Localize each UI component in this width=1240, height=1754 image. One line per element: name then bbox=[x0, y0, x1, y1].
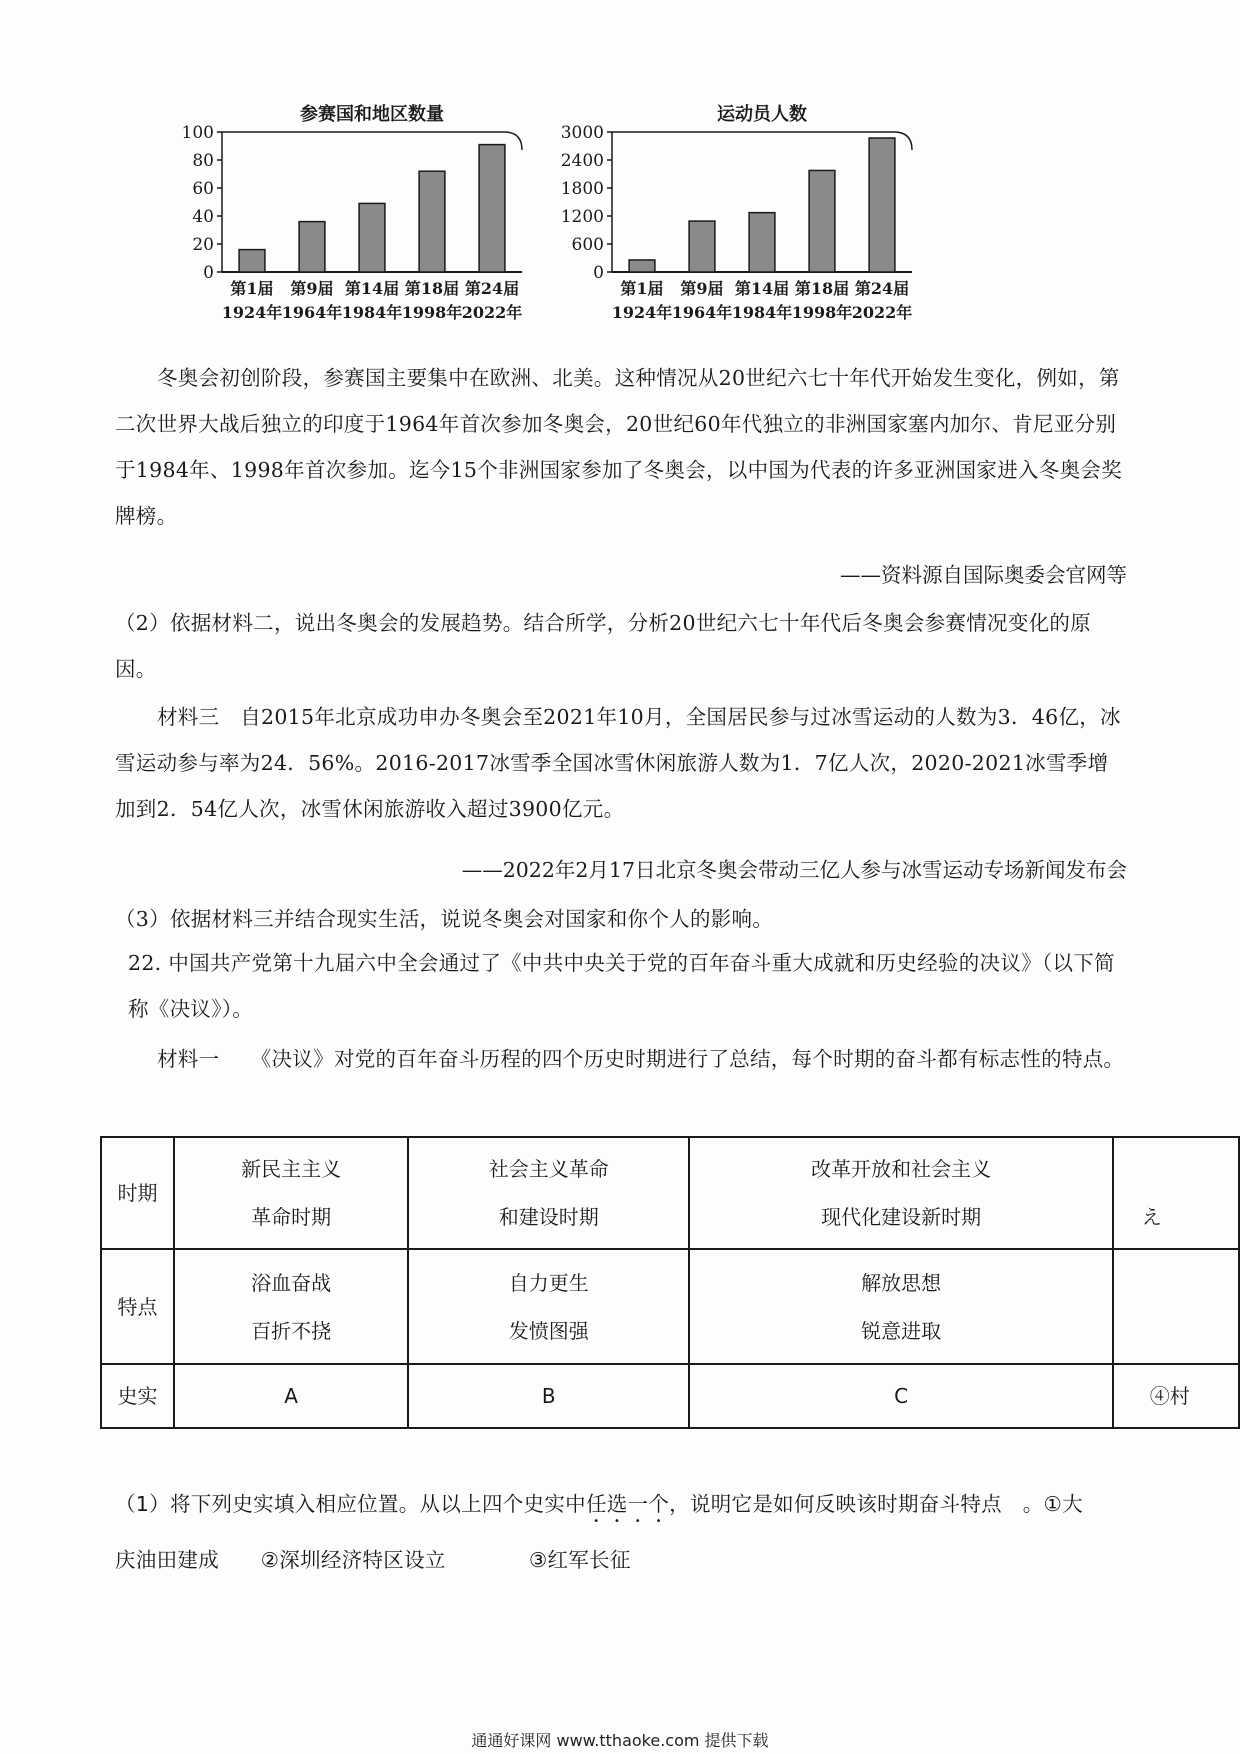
trait-line: 浴血奋战 bbox=[251, 1270, 332, 1295]
y-tick-label: 1200 bbox=[560, 207, 604, 227]
period-line: 新民主主义 bbox=[241, 1157, 342, 1181]
x-tick-label: 1924年 bbox=[221, 303, 283, 322]
chart-athletes-svg bbox=[560, 104, 980, 348]
chart-title: 运动员人数 bbox=[717, 104, 807, 125]
x-tick-label: 第9届 bbox=[290, 279, 334, 298]
trait-cell bbox=[408, 1249, 689, 1364]
question-22: 22. 中国共产党第十九届六中全会通过了《中共中央关于党的百年奋斗重大成就和历史经验的决议》（以下简称《决议》）。 bbox=[128, 951, 1115, 1021]
bar bbox=[629, 260, 655, 272]
chart-athletes bbox=[560, 104, 980, 348]
period-cell bbox=[689, 1137, 1112, 1249]
bar bbox=[869, 138, 895, 272]
source-note-3: ——2022年2月17日北京冬奥会带动三亿人参与冰雪运动专场新闻发布会 bbox=[461, 858, 1127, 882]
y-tick-label: 0 bbox=[593, 263, 604, 283]
periods-table bbox=[100, 1136, 1240, 1429]
trait-line: 发愤图强 bbox=[508, 1318, 589, 1343]
y-tick-label: 3000 bbox=[560, 123, 604, 143]
page-footer: 通通好课网 www.tthaoke.com 提供下载 bbox=[471, 1731, 769, 1750]
bar bbox=[689, 221, 715, 272]
material-two-paragraph: 冬奥会初创阶段，参赛国主要集中在欧洲、北美。这种情况从20世纪六七十年代开始发生变化，例如，第二次世界大战后独立的印度于1964年首次参加冬奥会，20世纪60年代独立的非洲国家塞内加尔、肯尼亚分别于1984年、1998年首次参加。迄今15个非洲国家参加了冬奥会，以中国为代表的许多亚洲国家进入冬奥会奖牌榜。 bbox=[115, 366, 1123, 528]
material-one-paragraph: 材料一 《决议》对党的百年奋斗历程的四个历史时期进行了总结，每个时期的奋斗都有标志性的特点。 bbox=[157, 1047, 1125, 1071]
chart-title: 参赛国和地区数量 bbox=[300, 104, 444, 125]
y-tick-label: 2400 bbox=[560, 151, 604, 171]
period-line: 革命时期 bbox=[251, 1205, 332, 1229]
question-1-line-2: 庆油田建成 ②深圳经济特区设立 ③红军长征 bbox=[115, 1548, 631, 1572]
trait-line: 锐意进取 bbox=[861, 1318, 942, 1343]
trait-cell bbox=[174, 1249, 408, 1364]
bar bbox=[809, 170, 835, 272]
x-tick-label: 2022年 bbox=[851, 303, 913, 322]
chart-countries bbox=[170, 104, 570, 348]
period-cell bbox=[174, 1137, 408, 1249]
bar bbox=[239, 250, 265, 272]
bar bbox=[299, 222, 325, 272]
x-tick-label: 1984年 bbox=[731, 303, 793, 322]
chart-countries-svg bbox=[170, 104, 570, 348]
x-tick-label: 第18届 bbox=[404, 279, 460, 298]
period-line: 改革开放和社会主义 bbox=[811, 1157, 992, 1181]
x-tick-label: 第1届 bbox=[620, 279, 664, 298]
x-tick-label: 1964年 bbox=[671, 303, 733, 322]
y-tick-label: 100 bbox=[181, 123, 214, 143]
period-line: 现代化建设新时期 bbox=[821, 1205, 982, 1229]
x-tick-label: 1998年 bbox=[401, 303, 463, 322]
question-2: （2）依据材料二，说出冬奥会的发展趋势。结合所学，分析20世纪六七十年代后冬奥会参赛情况变化的原因。 bbox=[115, 611, 1092, 681]
fact-cell-b: B bbox=[408, 1364, 689, 1428]
question-1 bbox=[115, 1476, 1125, 1588]
y-tick-label: 80 bbox=[192, 151, 214, 171]
y-tick-label: 600 bbox=[571, 235, 604, 255]
x-tick-label: 第9届 bbox=[680, 279, 724, 298]
y-tick-label: 20 bbox=[192, 235, 214, 255]
y-tick-label: 60 bbox=[192, 179, 214, 199]
period-line: 和建设时期 bbox=[498, 1205, 599, 1229]
x-tick-label: 2022年 bbox=[461, 303, 523, 322]
period-line: 社会主义革命 bbox=[488, 1157, 609, 1181]
period-line: え bbox=[1141, 1205, 1162, 1229]
y-tick-label: 40 bbox=[192, 207, 214, 227]
source-note-1: ——资料源自国际奥委会官网等 bbox=[840, 563, 1127, 587]
period-cell-cut bbox=[1113, 1137, 1239, 1249]
y-tick-label: 0 bbox=[203, 263, 214, 283]
trait-line: 百折不挠 bbox=[251, 1318, 332, 1343]
x-tick-label: 第18届 bbox=[794, 279, 850, 298]
x-tick-label: 第14届 bbox=[734, 279, 790, 298]
y-tick-label: 1800 bbox=[560, 179, 604, 199]
question-1-part-a: （1）将下列史实填入相应位置。从以上四个史实中 bbox=[115, 1492, 586, 1516]
row-label-trait: 特点 bbox=[101, 1249, 174, 1364]
bar bbox=[479, 145, 505, 272]
x-tick-label: 第24届 bbox=[854, 279, 910, 298]
trait-cell bbox=[689, 1249, 1112, 1364]
x-tick-label: 1998年 bbox=[791, 303, 853, 322]
question-3: （3）依据材料三并结合现实生活，说说冬奥会对国家和你个人的影响。 bbox=[115, 907, 774, 931]
row-label-period: 时期 bbox=[101, 1137, 174, 1249]
x-tick-label: 1984年 bbox=[341, 303, 403, 322]
row-label-fact: 史实 bbox=[101, 1364, 174, 1428]
material-three-paragraph: 材料三 自2015年北京成功申办冬奥会至2021年10月，全国居民参与过冰雪运动的人数为3．46亿，冰雪运动参与率为24．56%。2016-2017冰雪季全国冰雪休闲旅游人数为1．7亿人次，2020-2021冰雪季增加到2．54亿人次，冰雪休闲旅游收入超过3900亿元。 bbox=[115, 705, 1121, 821]
bar bbox=[359, 203, 385, 272]
question-1-part-b: ，说明它是如何反映该时期奋斗特点 。①大 bbox=[669, 1492, 1084, 1516]
trait-cell-cut bbox=[1113, 1249, 1239, 1364]
question-1-emphasis: 任选一个 bbox=[585, 1492, 670, 1516]
trait-line: 解放思想 bbox=[861, 1270, 942, 1295]
x-tick-label: 第1届 bbox=[230, 279, 274, 298]
fact-cell-a: A bbox=[174, 1364, 408, 1428]
x-tick-label: 第14届 bbox=[344, 279, 400, 298]
x-tick-label: 1924年 bbox=[611, 303, 673, 322]
period-cell bbox=[408, 1137, 689, 1249]
fact-cell-c: C bbox=[689, 1364, 1112, 1428]
bar bbox=[419, 171, 445, 272]
x-tick-label: 第24届 bbox=[464, 279, 520, 298]
fact-cell-cut: ④村 bbox=[1113, 1364, 1239, 1428]
x-tick-label: 1964年 bbox=[281, 303, 343, 322]
bar bbox=[749, 213, 775, 272]
trait-line: 自力更生 bbox=[508, 1270, 589, 1295]
